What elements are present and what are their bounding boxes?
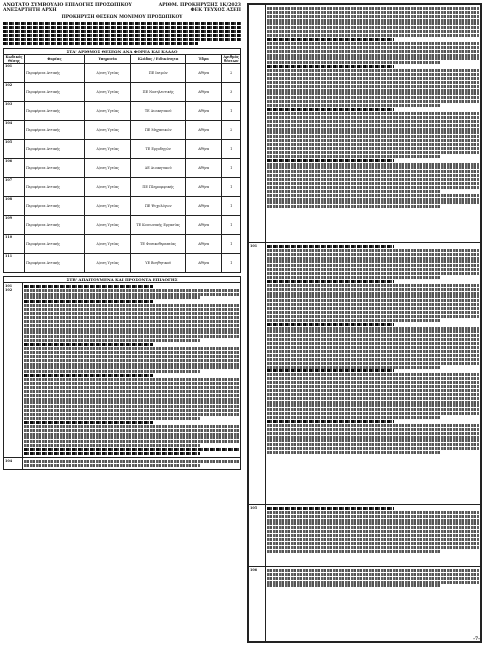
- table-row: [4, 101, 241, 120]
- cell-service: Δ/νση Υγείας: [85, 177, 131, 196]
- col-header: Αριθμός θέσεων: [223, 54, 239, 63]
- req-text: [266, 505, 481, 567]
- cell-code: 111: [4, 253, 25, 272]
- col-header: Υπηρεσία: [85, 54, 131, 63]
- section-b-title: ΣΤΒ' ΑΠΑΙΤΟΥΜΕΝΑ ΚΑΙ ΠΡΟΣΟΝΤΑ ΕΠΙΛΟΓΗΣ: [3, 276, 241, 282]
- cell-org: Περιφέρεια Αττικής: [24, 196, 84, 215]
- cell-seat: Αθήνα: [185, 196, 221, 215]
- intro-paragraph: [3, 22, 241, 44]
- col-header: Έδρα: [185, 54, 221, 63]
- cell-count: 1: [222, 234, 241, 253]
- cell-service: Δ/νση Υγείας: [85, 139, 131, 158]
- requirements-wrap: [3, 276, 241, 470]
- table-row: [4, 234, 241, 253]
- col-header: Κωδικός Θέσης: [4, 54, 25, 63]
- cell-code: 105: [4, 139, 25, 158]
- document-header: [3, 3, 241, 13]
- req-code: [249, 5, 266, 243]
- cell-count: 1: [222, 139, 241, 158]
- cell-org: Περιφέρεια Αττικής: [24, 101, 84, 120]
- cell-count: 1: [222, 177, 241, 196]
- cell-org: Περιφέρεια Αττικής: [24, 63, 84, 82]
- cell-spec: ΠΕ Μηχανικών: [131, 120, 185, 139]
- cell-code: 106: [4, 158, 25, 177]
- header-right-line1: ΑΡΙΘΜ. ΠΡΟΚΗΡΥΞΗΣ 1Κ/2023: [158, 3, 241, 8]
- cell-service: Δ/νση Υγείας: [85, 196, 131, 215]
- cell-seat: Αθήνα: [185, 101, 221, 120]
- table-row: [4, 82, 241, 101]
- cell-spec: ΤΕ Διοικητικού: [131, 101, 185, 120]
- cell-seat: Αθήνα: [185, 63, 221, 82]
- req-code: 105: [249, 505, 266, 567]
- positions-table: [3, 54, 241, 273]
- cell-seat: Αθήνα: [185, 177, 221, 196]
- requirements-table: [3, 282, 241, 470]
- cell-code: 102: [4, 82, 25, 101]
- cell-count: 2: [222, 120, 241, 139]
- req-text: [266, 243, 481, 505]
- cell-seat: Αθήνα: [185, 234, 221, 253]
- cell-spec: ΠΕ Ιατρών: [131, 63, 185, 82]
- req-text: [23, 457, 241, 469]
- cell-org: Περιφέρεια Αττικής: [24, 215, 84, 234]
- table-row: [4, 63, 241, 82]
- req-text: [266, 567, 481, 642]
- cell-code: 104: [4, 120, 25, 139]
- cell-spec: ΠΕ Πληροφορικής: [131, 177, 185, 196]
- req-code: 101: [249, 243, 266, 505]
- cell-service: Δ/νση Υγείας: [85, 234, 131, 253]
- document-title: ΠΡΟΚΗΡΥΞΗ ΘΕΣΕΩΝ ΜΟΝΙΜΟΥ ΠΡΟΣΩΠΙΚΟΥ: [61, 15, 183, 21]
- page-number: -7-: [473, 637, 480, 642]
- cell-org: Περιφέρεια Αττικής: [24, 120, 84, 139]
- cell-service: Δ/νση Υγείας: [85, 215, 131, 234]
- table-row: [4, 139, 241, 158]
- table-row: [4, 120, 241, 139]
- cell-count: 1: [222, 215, 241, 234]
- document-page: [3, 3, 482, 643]
- cell-seat: Αθήνα: [185, 158, 221, 177]
- cell-count: 2: [222, 63, 241, 82]
- cell-seat: Αθήνα: [185, 139, 221, 158]
- cell-count: 1: [222, 196, 241, 215]
- table-row: [4, 177, 241, 196]
- cell-service: Δ/νση Υγείας: [85, 253, 131, 272]
- section-a-title: ΣΤΑ' ΑΡΙΘΜΟΣ ΘΕΣΕΩΝ ΑΝΑ ΦΟΡΕΑ ΚΑΙ ΚΛΑΔΟ: [3, 48, 241, 54]
- cell-org: Περιφέρεια Αττικής: [24, 234, 84, 253]
- table-row: [4, 158, 241, 177]
- table-row: [4, 253, 241, 272]
- cell-spec: ΤΕ Φυσικοθεραπείας: [131, 234, 185, 253]
- table-row: [249, 5, 481, 243]
- cell-count: 3: [222, 82, 241, 101]
- cell-code: 103: [4, 101, 25, 120]
- cell-code: 108: [4, 196, 25, 215]
- positions-table-wrap: [3, 48, 241, 273]
- cell-code: 109: [4, 215, 25, 234]
- table-row: [249, 243, 481, 505]
- cell-seat: Αθήνα: [185, 253, 221, 272]
- req-text: [266, 5, 481, 243]
- cell-service: Δ/νση Υγείας: [85, 158, 131, 177]
- req-code: 106: [249, 567, 266, 642]
- header-left-line2: ΑΝΕΞΑΡΤΗΤΗ ΑΡΧΗ: [3, 8, 57, 14]
- cell-org: Περιφέρεια Αττικής: [24, 139, 84, 158]
- cell-org: Περιφέρεια Αττικής: [24, 158, 84, 177]
- table-row: [4, 196, 241, 215]
- cell-spec: ΠΕ Νοσηλευτικής: [131, 82, 185, 101]
- cell-seat: Αθήνα: [185, 82, 221, 101]
- table-row: [249, 567, 481, 642]
- cell-spec: ΔΕ Διοικητικού: [131, 158, 185, 177]
- cell-count: 1: [222, 101, 241, 120]
- table-row: [4, 282, 241, 457]
- cell-code: 110: [4, 234, 25, 253]
- col-header: Φορέας: [24, 54, 84, 63]
- cell-code: 107: [4, 177, 25, 196]
- header-right-line2: ΦΕΚ ΤΕΥΧΟΣ ΑΣΕΠ: [190, 8, 241, 14]
- cell-service: Δ/νση Υγείας: [85, 82, 131, 101]
- req-code: 104: [4, 457, 23, 469]
- cell-service: Δ/νση Υγείας: [85, 101, 131, 120]
- req-text: [23, 282, 241, 457]
- req-code: 101 102: [4, 282, 23, 457]
- table-row: [249, 505, 481, 567]
- table-row: [4, 215, 241, 234]
- cell-count: 1: [222, 158, 241, 177]
- header-left-line1: ΑΝΩΤΑΤΟ ΣΥΜΒΟΥΛΙΟ ΕΠΙΛΟΓΗΣ ΠΡΟΣΩΠΙΚΟΥ: [3, 3, 132, 8]
- right-column: [247, 3, 482, 643]
- requirements-table-continued: [248, 4, 481, 642]
- cell-spec: ΤΕ Εργοδηγών: [131, 139, 185, 158]
- cell-seat: Αθήνα: [185, 120, 221, 139]
- cell-org: Περιφέρεια Αττικής: [24, 253, 84, 272]
- cell-org: Περιφέρεια Αττικής: [24, 82, 84, 101]
- col-header: Κλάδος / Ειδικότητα: [131, 54, 185, 63]
- cell-spec: ΠΕ Ψυχολόγων: [131, 196, 185, 215]
- left-column: [3, 3, 241, 470]
- cell-service: Δ/νση Υγείας: [85, 120, 131, 139]
- cell-seat: Αθήνα: [185, 215, 221, 234]
- cell-count: 1: [222, 253, 241, 272]
- cell-service: Δ/νση Υγείας: [85, 63, 131, 82]
- table-header-row: [4, 54, 241, 63]
- cell-code: 101: [4, 63, 25, 82]
- cell-org: Περιφέρεια Αττικής: [24, 177, 84, 196]
- cell-spec: ΥΕ Βοηθητικού: [131, 253, 185, 272]
- cell-spec: ΤΕ Κοινωνικής Εργασίας: [131, 215, 185, 234]
- table-row: [4, 457, 241, 469]
